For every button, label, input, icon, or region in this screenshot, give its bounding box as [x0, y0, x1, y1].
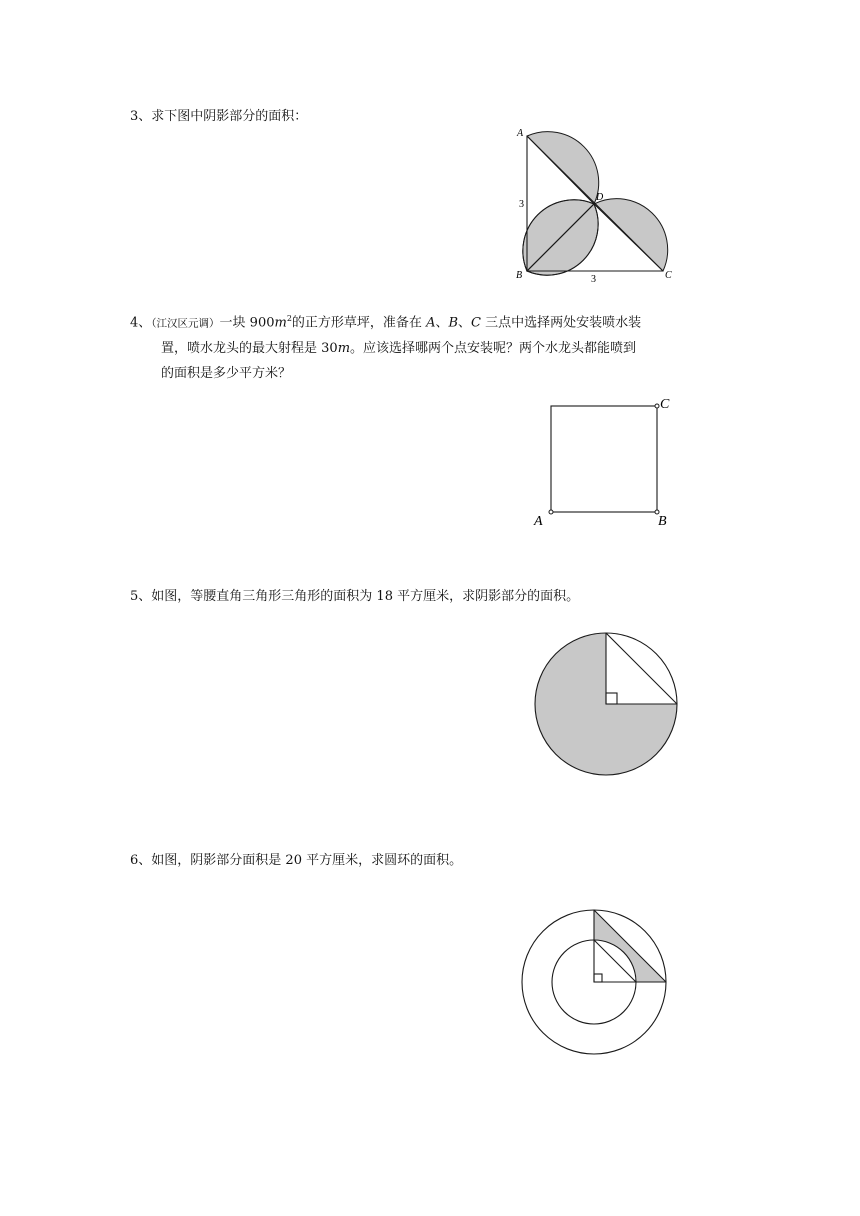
q4-label-c: C [660, 397, 670, 412]
text-fragment: 的正方形草坪，准备在 [291, 315, 427, 331]
question-body: 求下图中阴影部分的面积： [151, 109, 308, 124]
separator: 、 [138, 315, 152, 331]
question-number: 5 [130, 589, 139, 604]
question-number: 6 [130, 853, 139, 868]
q5-figure [530, 627, 690, 787]
question-body: 如图，等腰直角三角形三角形的面积为 18 平方厘米，求阴影部分的面积。 [151, 589, 580, 604]
q5-right-angle-mark [606, 693, 617, 704]
separator: 、 [138, 589, 152, 604]
q6-figure [515, 904, 675, 1064]
q3-length-ab: 3 [519, 199, 524, 210]
question-body: 如图，阴影部分面积是 20 平方厘米，求圆环的面积。 [151, 853, 463, 868]
q4-point-a [549, 510, 553, 514]
q3-label-c: C [665, 270, 672, 281]
text-fragment: 。应该选择哪两个点安装呢？两个水龙头都能喷到 [350, 341, 637, 357]
q3-shaded-semicircle-dc [594, 199, 668, 271]
q4-point-c [655, 404, 659, 408]
text-fragment: 三点中选择两处安装喷水装 [481, 315, 642, 331]
question-4-line-1 [130, 306, 730, 336]
q6-right-angle-mark [594, 974, 602, 982]
q3-length-bc: 3 [591, 274, 596, 285]
point-b: B [448, 315, 459, 331]
source-tag: （江汉区元调） [151, 317, 220, 330]
question-4-line-3: 的面积是多少平方米？ [161, 366, 292, 382]
question-3-text [130, 104, 307, 129]
q4-label-a: A [534, 514, 543, 529]
question-5-text [130, 584, 579, 609]
unit-m: m [274, 315, 287, 331]
separator: 、 [138, 853, 152, 868]
question-6-text [130, 848, 462, 873]
q4-square [551, 406, 657, 512]
q6-outer-hypotenuse [594, 910, 666, 982]
q3-label-d: D [596, 192, 604, 203]
question-4-line-2 [130, 336, 730, 361]
unit-m: m [337, 341, 351, 357]
text-fragment: 置，喷水龙头的最大射程是 30 [161, 341, 338, 357]
text-fragment: 一块 900 [219, 315, 275, 331]
question-number: 3 [130, 109, 139, 124]
superscript-2: 2 [286, 314, 292, 323]
q3-label-b: B [516, 270, 523, 281]
separator: 、 [138, 109, 152, 124]
separator: 、 [435, 315, 449, 331]
q4-label-b: B [658, 514, 667, 529]
q3-shaded-semicircle-ad [527, 132, 599, 204]
q4-figure [530, 395, 680, 535]
q3-label-a: A [517, 128, 524, 139]
q3-figure [505, 122, 685, 287]
separator: 、 [458, 315, 472, 331]
point-a: A [426, 315, 436, 331]
point-c: C [471, 315, 481, 331]
question-number: 4 [130, 315, 139, 331]
question-4-text [130, 306, 730, 386]
